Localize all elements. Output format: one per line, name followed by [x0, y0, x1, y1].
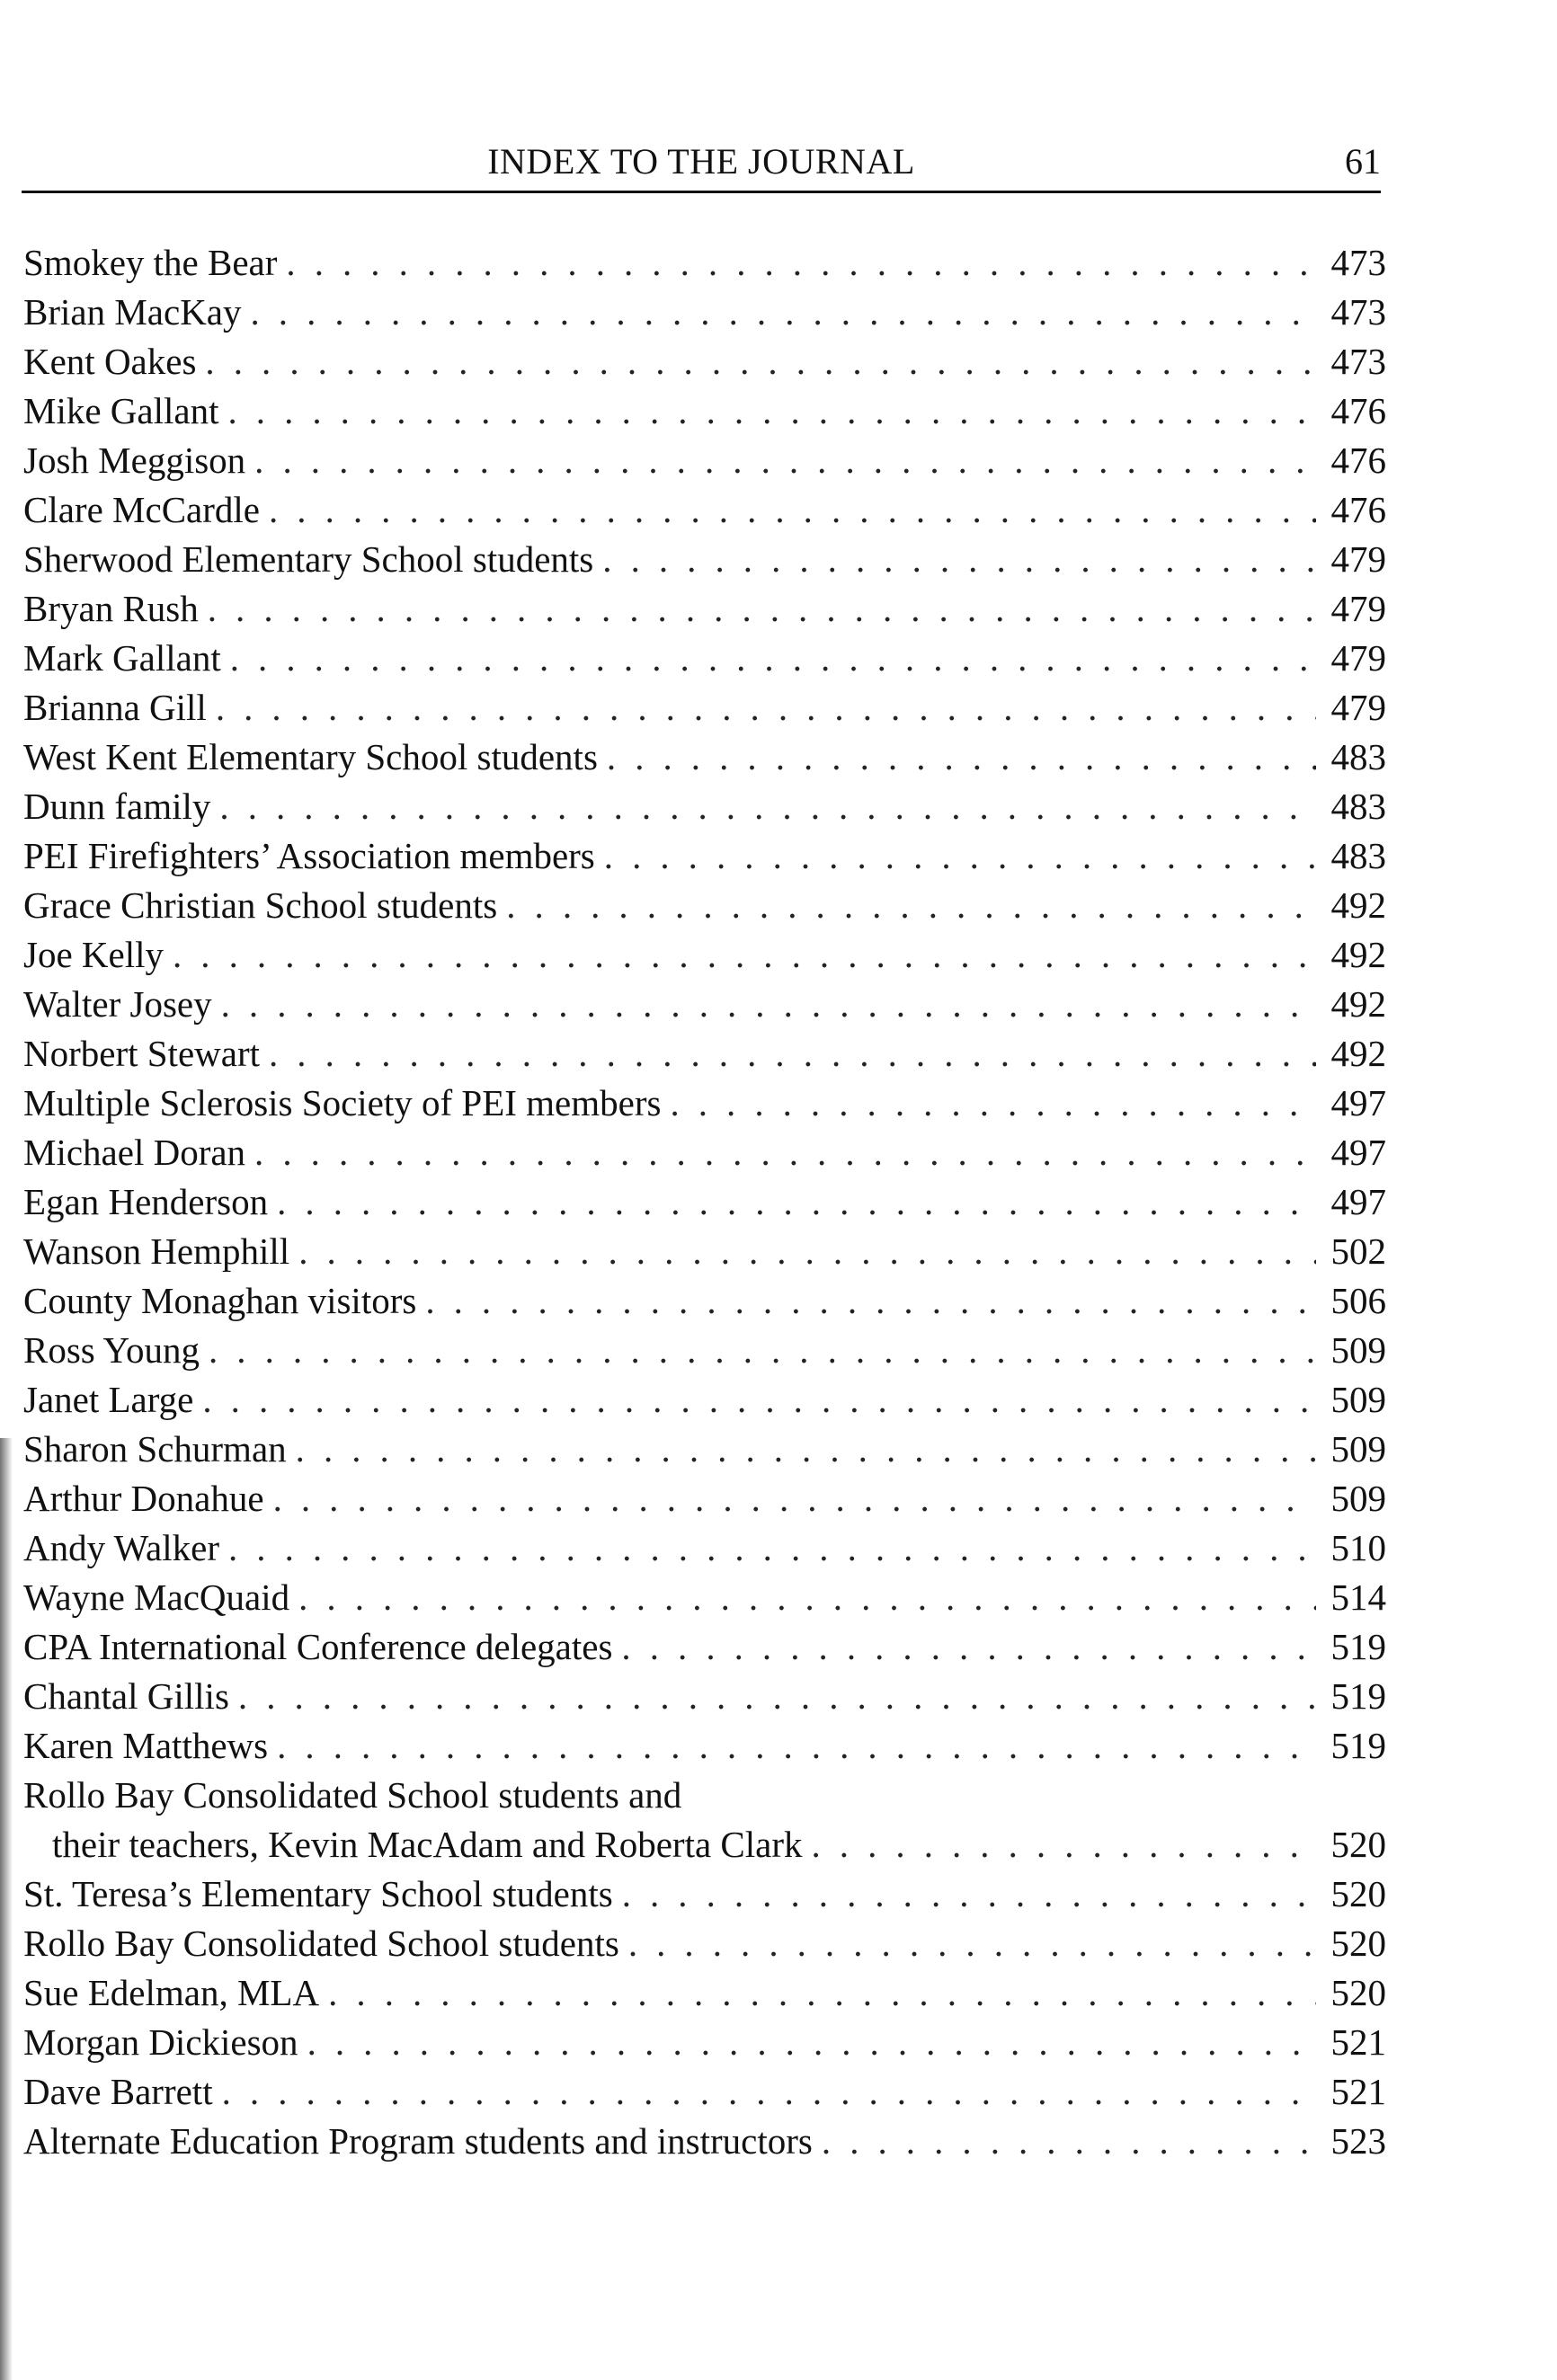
entry-page: 479 — [1330, 637, 1386, 679]
index-entry — [23, 1968, 1386, 2018]
index-entry — [23, 930, 1386, 980]
entry-name: Andy Walker — [23, 1527, 219, 1568]
index-entry — [23, 1474, 1386, 1523]
index-entry — [23, 1425, 1386, 1474]
index-entry — [23, 1869, 1386, 1919]
index-entry — [23, 1375, 1386, 1425]
dot-leader — [298, 1573, 1316, 1622]
entry-name: Norbert Stewart — [23, 1033, 260, 1074]
entry-name: Sue Edelman, MLA — [23, 1972, 320, 2013]
dot-leader — [222, 2067, 1316, 2117]
dot-leader — [219, 782, 1316, 831]
entry-name: Morgan Dickieson — [23, 2021, 298, 2063]
entry-name: Rollo Bay Consolidated School students and — [23, 1774, 682, 1816]
entry-page: 509 — [1330, 1329, 1386, 1371]
index-entry — [23, 436, 1386, 485]
index-list — [23, 238, 1386, 2166]
entry-page: 473 — [1330, 242, 1386, 283]
index-entry — [23, 782, 1386, 831]
index-entry — [23, 733, 1386, 782]
entry-name: Dunn family — [23, 786, 211, 827]
entry-name: Brian MacKay — [23, 291, 242, 333]
entry-name: Mark Gallant — [23, 637, 221, 679]
dot-leader — [298, 1227, 1316, 1276]
index-entry — [23, 1029, 1386, 1079]
entry-name: Kent Oakes — [23, 341, 197, 382]
index-entry — [23, 881, 1386, 930]
entry-name: Multiple Sclerosis Society of PEI members — [23, 1082, 662, 1123]
dot-leader — [269, 1029, 1316, 1079]
running-header-title: INDEX TO THE JOURNAL — [487, 141, 915, 182]
index-entry — [23, 683, 1386, 733]
entry-page: 479 — [1330, 538, 1386, 580]
index-entry — [23, 238, 1386, 288]
entry-page: 473 — [1330, 341, 1386, 382]
entry-page: 492 — [1330, 884, 1386, 926]
entry-name: Josh Meggison — [23, 440, 246, 481]
entry-page: 473 — [1330, 291, 1386, 333]
dot-leader — [238, 1672, 1316, 1721]
dot-leader — [221, 980, 1316, 1029]
index-entry — [23, 1721, 1386, 1771]
index-entry — [23, 1276, 1386, 1326]
dot-leader — [286, 238, 1316, 288]
entry-name: Mike Gallant — [23, 390, 219, 431]
entry-page: 523 — [1330, 2120, 1386, 2162]
entry-page: 476 — [1330, 489, 1386, 530]
entry-page: 483 — [1330, 786, 1386, 827]
dot-leader — [628, 1919, 1316, 1968]
dot-leader — [277, 1177, 1316, 1227]
index-entry — [23, 1326, 1386, 1375]
entry-name: County Monaghan visitors — [23, 1280, 417, 1321]
entry-page: 520 — [1330, 1873, 1386, 1914]
entry-name: St. Teresa’s Elementary School students — [23, 1873, 613, 1914]
entry-page: 476 — [1330, 440, 1386, 481]
dot-leader — [254, 1128, 1316, 1177]
entry-page: 520 — [1330, 1972, 1386, 2013]
index-entry — [23, 2067, 1386, 2117]
entry-page: 483 — [1330, 835, 1386, 876]
entry-name: Arthur Donahue — [23, 1478, 264, 1519]
entry-page: 519 — [1330, 1725, 1386, 1766]
index-entry — [23, 1672, 1386, 1721]
entry-name: Dave Barrett — [23, 2071, 213, 2112]
index-entry — [23, 584, 1386, 634]
entry-page: 492 — [1330, 934, 1386, 975]
dot-leader — [812, 1820, 1317, 1869]
dot-leader — [230, 634, 1316, 683]
dot-leader — [228, 1523, 1316, 1573]
entry-name: Brianna Gill — [23, 687, 207, 728]
entry-page: 502 — [1330, 1230, 1386, 1272]
entry-page: 520 — [1330, 1824, 1386, 1865]
entry-page: 514 — [1330, 1576, 1386, 1618]
entry-name: Clare McCardle — [23, 489, 260, 530]
dot-leader — [277, 1721, 1316, 1771]
dot-leader — [269, 485, 1316, 535]
running-header — [22, 135, 1381, 189]
entry-name: Joe Kelly — [23, 934, 164, 975]
entry-page: 510 — [1330, 1527, 1386, 1568]
entry-page: 497 — [1330, 1181, 1386, 1222]
index-entry — [23, 1573, 1386, 1622]
entry-page: 519 — [1330, 1675, 1386, 1717]
entry-name-continuation: their teachers, Kevin MacAdam and Roberta Clark — [52, 1824, 803, 1865]
entry-name: Wayne MacQuaid — [23, 1576, 290, 1618]
index-entry — [23, 2018, 1386, 2067]
dot-leader — [622, 1869, 1316, 1919]
header-rule — [22, 191, 1381, 193]
index-entry — [23, 386, 1386, 436]
dot-leader — [296, 1425, 1316, 1474]
index-entry — [23, 980, 1386, 1029]
entry-name: Rollo Bay Consolidated School students — [23, 1923, 619, 1964]
entry-name: Walter Josey — [23, 983, 212, 1025]
dot-leader — [251, 288, 1317, 337]
entry-name: Alternate Education Program students and instructors — [23, 2120, 813, 2162]
index-entry — [23, 1079, 1386, 1128]
entry-name: CPA International Conference delegates — [23, 1626, 613, 1667]
dot-leader — [621, 1622, 1316, 1672]
dot-leader — [205, 337, 1316, 386]
entry-page: 492 — [1330, 1033, 1386, 1074]
index-entry-multiline-continuation — [23, 1820, 1386, 1869]
entry-name: Michael Doran — [23, 1132, 246, 1173]
entry-page: 521 — [1330, 2071, 1386, 2112]
dot-leader — [307, 2018, 1316, 2067]
index-entry — [23, 535, 1386, 584]
dot-leader — [209, 1326, 1316, 1375]
index-entry — [23, 485, 1386, 535]
dot-leader — [506, 881, 1316, 930]
entry-page: 476 — [1330, 390, 1386, 431]
entry-name: Sherwood Elementary School students — [23, 538, 594, 580]
index-entry — [23, 1128, 1386, 1177]
index-entry — [23, 634, 1386, 683]
entry-name: Egan Henderson — [23, 1181, 269, 1222]
entry-page: 509 — [1330, 1379, 1386, 1420]
index-entry — [23, 1177, 1386, 1227]
entry-name: Smokey the Bear — [23, 242, 278, 283]
entry-name: Wanson Hemphill — [23, 1230, 290, 1272]
index-entry — [23, 337, 1386, 386]
dot-leader — [425, 1276, 1316, 1326]
entry-name: Bryan Rush — [23, 588, 199, 629]
entry-name: Ross Young — [23, 1329, 200, 1371]
dot-leader — [273, 1474, 1316, 1523]
entry-page: 492 — [1330, 983, 1386, 1025]
index-entry — [23, 831, 1386, 881]
dot-leader — [254, 436, 1316, 485]
entry-name: Karen Matthews — [23, 1725, 269, 1766]
entry-page: 497 — [1330, 1132, 1386, 1173]
entry-page: 483 — [1330, 736, 1386, 777]
dot-leader — [216, 683, 1316, 733]
running-header-page-number: 61 — [1345, 141, 1381, 182]
entry-name: Janet Large — [23, 1379, 194, 1420]
entry-name: Chantal Gillis — [23, 1675, 229, 1717]
dot-leader — [670, 1079, 1316, 1128]
entry-name: Sharon Schurman — [23, 1428, 287, 1470]
index-entry — [23, 1919, 1386, 1968]
dot-leader — [227, 386, 1316, 436]
dot-leader — [822, 2117, 1316, 2166]
entry-page: 497 — [1330, 1082, 1386, 1123]
entry-name: Grace Christian School students — [23, 884, 498, 926]
dot-leader — [202, 1375, 1316, 1425]
entry-page: 521 — [1330, 2021, 1386, 2063]
entry-page: 519 — [1330, 1626, 1386, 1667]
dot-leader — [607, 733, 1316, 782]
index-entry-multiline-first — [23, 1771, 1386, 1820]
entry-page: 506 — [1330, 1280, 1386, 1321]
dot-leader — [328, 1968, 1316, 2018]
dot-leader — [602, 535, 1316, 584]
entry-page: 509 — [1330, 1478, 1386, 1519]
index-entry — [23, 1523, 1386, 1573]
entry-name: PEI Firefighters’ Association members — [23, 835, 595, 876]
index-entry — [23, 1227, 1386, 1276]
index-entry — [23, 1622, 1386, 1672]
entry-page: 520 — [1330, 1923, 1386, 1964]
index-entry — [23, 288, 1386, 337]
entry-page: 509 — [1330, 1428, 1386, 1470]
index-entry — [23, 2117, 1386, 2166]
entry-name: West Kent Elementary School students — [23, 736, 598, 777]
dot-leader — [173, 930, 1316, 980]
dot-leader — [604, 831, 1316, 881]
entry-page: 479 — [1330, 588, 1386, 629]
dot-leader — [208, 584, 1316, 634]
entry-page: 479 — [1330, 687, 1386, 728]
